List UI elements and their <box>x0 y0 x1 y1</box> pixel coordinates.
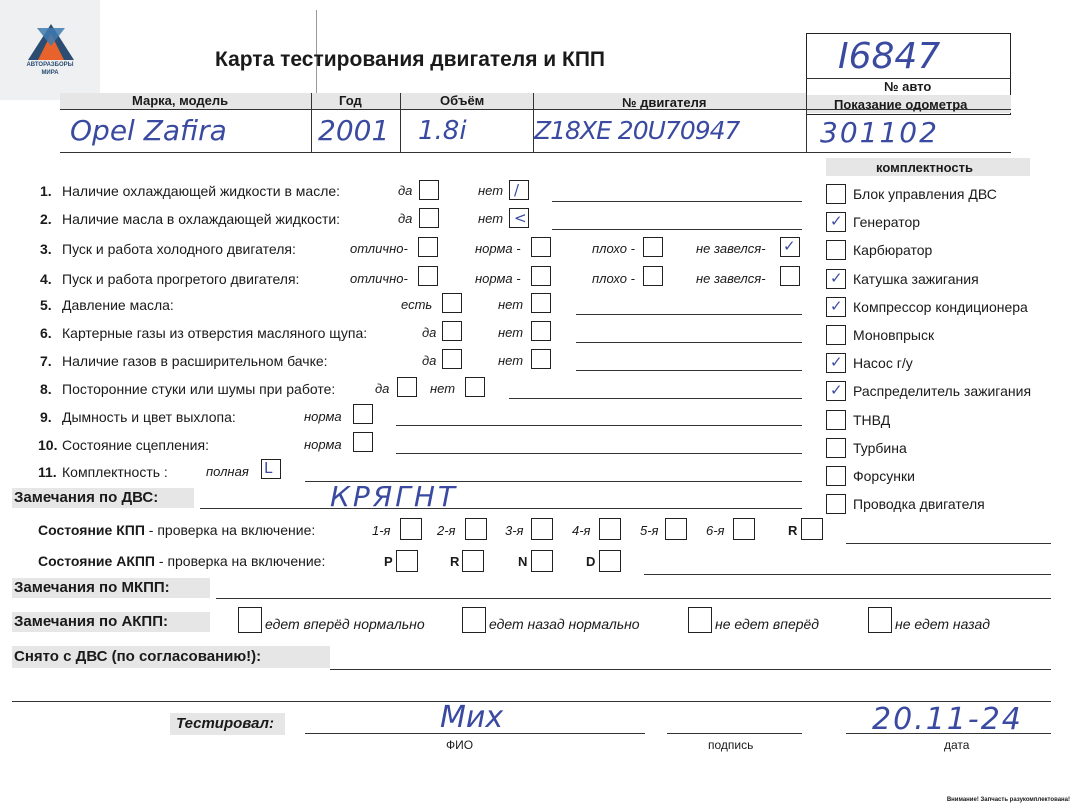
completeness-checkbox-8[interactable] <box>826 410 846 430</box>
completeness-label-0: Блок управления ДВС <box>853 186 997 202</box>
row8-net-label: нет <box>430 381 456 396</box>
check-text-4: Пуск и работа прогретого двигателя: <box>62 271 300 287</box>
remarks-dvs-label: Замечания по ДВС: <box>14 489 159 506</box>
kpp-line <box>846 543 1051 544</box>
akpp-gear-checkbox-3[interactable] <box>599 550 621 572</box>
row3-norma-checkbox[interactable] <box>531 237 551 257</box>
check-text-6: Картерные газы из отверстия масляного щупа: <box>62 325 368 341</box>
row1-da-checkbox[interactable] <box>419 180 439 200</box>
row11-polnaya-label: полная <box>206 464 249 479</box>
completeness-checkbox-5[interactable] <box>826 325 846 345</box>
row6-line <box>576 342 802 343</box>
row4-norma-label: норма - <box>475 271 521 286</box>
header-row-bottom <box>60 109 1011 110</box>
make-model-header: Марка, модель <box>132 93 229 108</box>
volume-header: Объём <box>440 93 485 108</box>
completeness-label-5: Моновпрыск <box>853 327 935 343</box>
col-sep-1 <box>311 93 312 152</box>
check-text-10: Состояние сцепления: <box>62 437 209 453</box>
row7-da-checkbox[interactable] <box>442 349 462 369</box>
removed-line <box>330 669 1051 670</box>
check-number-10: 10. <box>38 437 58 453</box>
kpp-gear-label-4: 5-я <box>640 523 659 538</box>
row4-norma-checkbox[interactable] <box>531 266 551 286</box>
akpp-opt4-checkbox[interactable] <box>868 607 892 633</box>
akpp-opt1-checkbox[interactable] <box>238 607 262 633</box>
fio-line <box>305 733 645 734</box>
row7-net-checkbox[interactable] <box>531 349 551 369</box>
check-text-2: Наличие масла в охлаждающей жидкости: <box>62 211 341 227</box>
kpp-gear-label-5: 6-я <box>706 523 725 538</box>
check-text-8: Посторонние стуки или шумы при работе: <box>62 381 336 397</box>
odometer-header: Показание одометра <box>834 97 968 112</box>
kpp-gear-checkbox-6[interactable] <box>801 518 823 540</box>
check-mark-icon: ✓ <box>830 296 843 315</box>
year-header: Год <box>339 93 362 108</box>
check-text-5: Давление масла: <box>62 297 174 313</box>
check-mark-icon: ✓ <box>830 381 843 400</box>
check-number-4: 4. <box>40 271 52 287</box>
row1-da-label: да <box>398 183 413 198</box>
date-line <box>846 733 1051 734</box>
sign-line <box>667 733 802 734</box>
check-number-6: 6. <box>40 325 52 341</box>
fio-caption: ФИО <box>446 738 474 752</box>
completeness-label-11: Проводка двигателя <box>853 496 985 513</box>
row4-ploho-label: плохо - <box>592 271 635 286</box>
akpp-label: Состояние АКПП - проверка на включение: <box>38 553 326 569</box>
completeness-label-9: Турбина <box>853 439 907 456</box>
akpp-gear-checkbox-1[interactable] <box>462 550 484 572</box>
col-sep-4 <box>806 93 807 152</box>
check-number-2: 2. <box>40 211 52 227</box>
footer-note: Внимание! Запчасть разукомплектована! <box>946 797 1070 803</box>
completeness-label-10: Форсунки <box>853 468 915 484</box>
check-number-1: 1. <box>40 183 52 199</box>
row6-da-checkbox[interactable] <box>442 321 462 341</box>
col-sep-2 <box>400 93 401 152</box>
completeness-label-3: Катушка зажигания <box>853 270 979 287</box>
row5-net-label: нет <box>498 297 524 312</box>
row5-net-checkbox[interactable] <box>531 293 551 313</box>
row1-net-label: нет <box>478 183 504 198</box>
completeness-checkbox-1[interactable] <box>826 212 846 232</box>
akpp-opt3-label: не едет вперёд <box>715 616 820 632</box>
logo-text-1: АВТОРАЗБОРЫ <box>26 62 74 68</box>
row6-da-label: да <box>422 325 437 340</box>
row6-net-label: нет <box>498 325 524 340</box>
check-mark-icon: ✓ <box>830 268 843 287</box>
kpp-gear-label-0: 1-я <box>372 523 391 538</box>
odometer-value: 301102 <box>820 116 939 149</box>
row3-nezav-label: не завелся- <box>696 241 766 256</box>
akpp-opt4-label: не едет назад <box>895 616 990 632</box>
remarks-mkpp-label: Замечания по МКПП: <box>14 579 170 596</box>
row3-otlichno-label: отлично- <box>350 241 408 256</box>
completeness-checkbox-6[interactable] <box>826 353 846 373</box>
kpp-gear-label-6: R <box>788 523 798 538</box>
remarks-mkpp-line <box>216 598 1051 599</box>
completeness-label-1: Генератор <box>853 214 921 231</box>
akpp-gear-label-2: N <box>518 554 528 569</box>
check-text-9: Дымность и цвет выхлопа: <box>62 409 236 425</box>
row9-norma-label: норма <box>304 409 342 424</box>
completeness-checkbox-4[interactable] <box>826 297 846 317</box>
row3-ploho-label: плохо - <box>592 241 635 256</box>
row4-nezav-label: не завелся- <box>696 271 766 286</box>
row8-line <box>509 398 802 399</box>
row5-est-label: есть <box>401 297 433 312</box>
row4-nezav-checkbox[interactable] <box>780 266 800 286</box>
row3-norma-label: норма - <box>475 241 521 256</box>
check-text-1: Наличие охлаждающей жидкости в масле: <box>62 183 341 199</box>
check-mark-icon: ✓ <box>830 353 843 372</box>
row1-line <box>552 201 802 202</box>
kpp-gear-checkbox-4[interactable] <box>665 518 687 540</box>
akpp-gear-label-0: P <box>384 554 393 569</box>
page-title: Карта тестирования двигателя и КПП <box>215 48 606 71</box>
check-number-9: 9. <box>40 409 52 425</box>
row7-da-label: да <box>422 353 437 368</box>
akpp-gear-checkbox-0[interactable] <box>396 550 418 572</box>
row4-otlichno-checkbox[interactable] <box>418 266 438 286</box>
car-number-value: I6847 <box>838 36 941 77</box>
row2-net-checkbox[interactable]: < <box>509 208 529 228</box>
row7-line <box>576 370 802 371</box>
row3-nezav-checkbox[interactable]: ✓ <box>780 237 800 257</box>
completeness-label-2: Карбюратор <box>853 242 933 259</box>
kpp-gear-checkbox-5[interactable] <box>733 518 755 540</box>
akpp-opt2-label: едет назад нормально <box>489 616 640 632</box>
completeness-label-8: ТНВД <box>853 411 891 428</box>
remarks-dvs-line <box>200 508 802 509</box>
logo <box>0 0 100 100</box>
completeness-checkbox-2[interactable] <box>826 240 846 260</box>
completeness-checkbox-7[interactable] <box>826 381 846 401</box>
completeness-header: комплектность <box>876 160 973 175</box>
completeness-label-6: Насос г/у <box>853 355 913 372</box>
car-number-header: № авто <box>884 79 932 94</box>
row6-net-checkbox[interactable] <box>531 321 551 341</box>
sign-caption: подпись <box>708 738 754 752</box>
check-number-11: 11. <box>38 464 57 480</box>
akpp-gear-label-3: D <box>586 554 596 569</box>
row10-norma-label: норма <box>304 437 342 452</box>
akpp-opt1-label: едет вперёд нормально <box>265 616 425 632</box>
row11-polnaya-checkbox[interactable]: L <box>261 459 281 479</box>
values-row-bottom <box>60 152 1011 153</box>
kpp-gear-checkbox-2[interactable] <box>531 518 553 540</box>
tested-date-value: 20.11-24 <box>872 702 1023 737</box>
akpp-opt2-checkbox[interactable] <box>462 607 486 633</box>
kpp-gear-checkbox-0[interactable] <box>400 518 422 540</box>
row9-norma-checkbox[interactable] <box>353 404 373 424</box>
check-text-11: Комплектность : <box>62 464 168 480</box>
tested-label: Тестировал: <box>176 715 274 732</box>
check-text-3: Пуск и работа холодного двигателя: <box>62 241 296 257</box>
completeness-label-4: Компрессор кондиционера <box>853 298 1028 315</box>
row2-da-label: да <box>398 211 413 226</box>
row2-net-label: нет <box>478 211 504 226</box>
kpp-gear-label-3: 4-я <box>572 523 591 538</box>
akpp-gear-label-1: R <box>450 554 460 569</box>
row2-da-checkbox[interactable] <box>419 208 439 228</box>
row7-net-label: нет <box>498 353 524 368</box>
kpp-gear-checkbox-3[interactable] <box>599 518 621 540</box>
row4-ploho-checkbox[interactable] <box>643 266 663 286</box>
akpp-opt3-checkbox[interactable] <box>688 607 712 633</box>
kpp-label: Состояние КПП - проверка на включение: <box>38 522 316 538</box>
kpp-gear-checkbox-1[interactable] <box>465 518 487 540</box>
row10-line <box>396 453 802 454</box>
row5-est-checkbox[interactable] <box>442 293 462 313</box>
volume-value: 1.8i <box>418 116 467 146</box>
akpp-line <box>644 574 1051 575</box>
engine-no-header: № двигателя <box>622 95 707 110</box>
removed-label: Снято с ДВС (по согласованию!): <box>14 648 262 665</box>
kpp-gear-label-2: 3-я <box>505 523 524 538</box>
check-number-3: 3. <box>40 241 52 257</box>
check-number-7: 7. <box>40 353 52 369</box>
row1-net-checkbox[interactable]: / <box>509 180 529 200</box>
row10-norma-checkbox[interactable] <box>353 432 373 452</box>
date-caption: дата <box>944 738 970 752</box>
remarks-akpp-label: Замечания по АКПП: <box>14 613 168 630</box>
engine-no-value: Z18XE 20U70947 <box>534 116 740 145</box>
akpp-gear-checkbox-2[interactable] <box>531 550 553 572</box>
row5-line <box>576 314 802 315</box>
check-text-7: Наличие газов в расширительном бачке: <box>62 353 328 369</box>
completeness-checkbox-10[interactable] <box>826 466 846 486</box>
year-value: 2001 <box>318 114 390 147</box>
completeness-checkbox-0[interactable] <box>826 184 846 204</box>
row4-otlichno-label: отлично- <box>350 271 408 286</box>
row8-net-checkbox[interactable] <box>465 377 485 397</box>
row8-da-checkbox[interactable] <box>397 377 417 397</box>
row3-otlichno-checkbox[interactable] <box>418 237 438 257</box>
row8-da-label: да <box>375 381 390 396</box>
row3-ploho-checkbox[interactable] <box>643 237 663 257</box>
completeness-checkbox-3[interactable] <box>826 269 846 289</box>
make-model-value: Opel Zafira <box>70 114 227 147</box>
kpp-gear-label-1: 2-я <box>437 523 456 538</box>
completeness-checkbox-11[interactable] <box>826 494 846 514</box>
row9-line <box>396 425 802 426</box>
logo-emblem-icon <box>28 24 74 60</box>
completeness-label-7: Распределитель зажигания <box>853 383 1032 400</box>
row2-line <box>552 229 802 230</box>
logo-text-2: МИРА <box>41 70 59 76</box>
check-number-5: 5. <box>40 297 52 313</box>
check-mark-icon: ✓ <box>830 212 843 231</box>
check-number-8: 8. <box>40 381 52 397</box>
remarks-dvs-value: КРЯГНТ <box>330 480 458 513</box>
tested-fio-value: Мих <box>440 700 504 735</box>
completeness-checkbox-9[interactable] <box>826 438 846 458</box>
